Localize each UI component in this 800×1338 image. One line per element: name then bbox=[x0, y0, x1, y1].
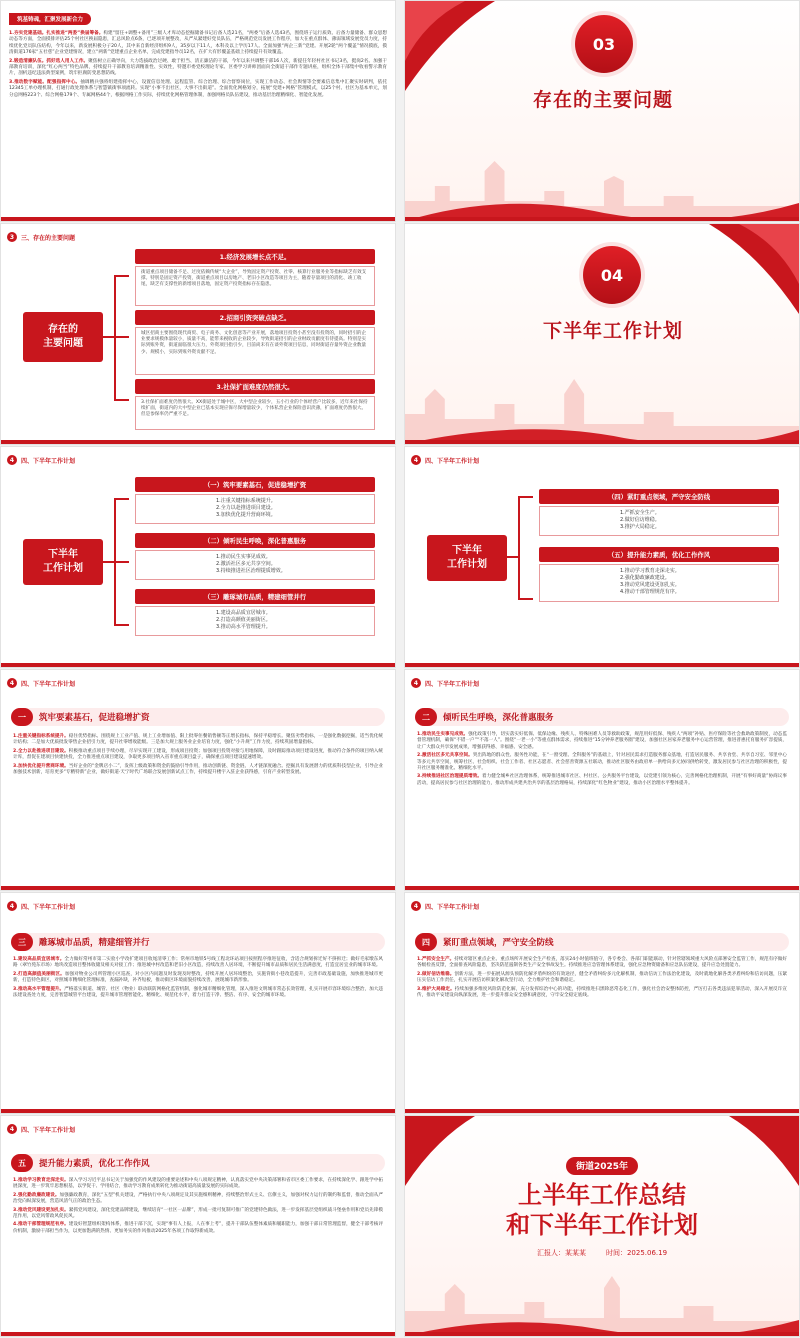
text-body bbox=[417, 957, 787, 1001]
topic-banner bbox=[415, 708, 789, 726]
side-label: 下半年 工作计划 bbox=[427, 535, 507, 581]
section-title: 下半年工作计划 bbox=[543, 320, 684, 342]
plan-group-list bbox=[539, 564, 779, 602]
problem-head: 1.经济发展增长点不足。 bbox=[135, 249, 375, 264]
topic-banner bbox=[11, 708, 385, 726]
plan-group-list bbox=[539, 506, 779, 536]
decor-fan-left bbox=[405, 1, 495, 91]
slide-section-04 bbox=[404, 223, 800, 445]
list-item: 3.加快优化提升营商环境。 bbox=[216, 512, 276, 518]
header-title: 四、下半年工作计划 bbox=[425, 680, 480, 688]
paragraph: 4.推动干部管理规范有序。建设好智慧组织架构体系，推进干部下沉，实现“事有人上报，人在事上考”，提升干部队伍整体素质和履职能力，加强干部日常管理监督，健全干部考核评价机制，激励干部担当作为，以更加饱满的热情、更加务实的作风推动2025年各项工作取得新成效。 bbox=[13, 1222, 383, 1234]
slide-header bbox=[411, 899, 479, 913]
side-label: 存在的 主要问题 bbox=[23, 312, 103, 362]
header-number: 4 bbox=[7, 455, 17, 465]
year-pill: 街道2025年 bbox=[566, 1157, 638, 1175]
topic-banner bbox=[11, 933, 385, 951]
plan-group-head: （一）筑牢要素基石，促进稳增扩资 bbox=[135, 477, 375, 492]
header-title: 四、下半年工作计划 bbox=[425, 903, 480, 911]
header-number: 4 bbox=[411, 678, 421, 688]
list-item: 1.推动学习教育走深走实。 bbox=[620, 568, 680, 574]
topic-title: 提升能力素质，优化工作作风 bbox=[39, 1159, 150, 1169]
cover-title-line2: 和下半年工作计划 bbox=[506, 1211, 698, 1239]
slide-section-03 bbox=[404, 0, 800, 222]
paragraph: 3.推动高水平管理提升。严格落实街道、城管、社区（物业）联动联防网格化监管机制，强化城市精细化管理，深入推进文明城市常态长效管理，扎实开展市容环境综合整治，加大违法建设查处力度，完善智慧城管平台建设，提升城市管理智能化、精细化、规范化水平，着力打造干净、整洁、有序、安全的城市环境。 bbox=[13, 986, 383, 999]
header-title: 四、下半年工作计划 bbox=[21, 903, 76, 911]
topic-number: 四 bbox=[415, 933, 437, 951]
plan-group-list bbox=[135, 550, 375, 580]
topic-number: 三 bbox=[11, 933, 33, 951]
bottom-bar bbox=[1, 663, 395, 667]
bottom-bar bbox=[405, 1332, 799, 1336]
paragraph: 3.推动党风建设更加扎实。紧抓党风建设，深化党建品牌建设，继续培育“一社区一品牌”，形成一批可复制可推广的党建特色做法，进一步发挥基层党组织战斗堡垒作用和党员先锋模范作用，以党风带政风促民风。 bbox=[13, 1207, 383, 1220]
section-number-badge: 04 bbox=[583, 246, 641, 304]
slide-party-building-text bbox=[0, 0, 396, 222]
paragraph: 1.严抓安全生产。持续对辖区重点企业、重点场所开展安全生产检查，落实24小时值班值守，各专委会、各部门职能联动，针对管辖领域重大风险点部署安全监管工作，规范有序做好各级检查反馈，全面排查风险隐患，坚决防范遏制各类生产安全事故发生。持续推进应急管理体系建设，强化应急物资储备和应急队伍建设，提升应急处置能力。 bbox=[417, 957, 787, 969]
plan-group-head: （三）雕琢城市品质，精建细管并行 bbox=[135, 589, 375, 604]
plan-group-list bbox=[135, 494, 375, 524]
slide-closing-cover bbox=[404, 1115, 800, 1337]
city-skyline-decor bbox=[405, 1266, 799, 1336]
bottom-bar bbox=[405, 440, 799, 444]
decor-fan-left bbox=[405, 1116, 475, 1186]
text-body bbox=[13, 734, 383, 778]
topic-banner bbox=[415, 933, 789, 951]
header-number: 3 bbox=[7, 232, 17, 242]
slide-plan-detail-4 bbox=[404, 892, 800, 1114]
header-title: 四、下半年工作计划 bbox=[21, 680, 76, 688]
header-number: 4 bbox=[7, 901, 17, 911]
decor-fan-right bbox=[709, 224, 799, 314]
section-number-badge: 03 bbox=[575, 15, 633, 73]
paragraph: 2.锻造清廉队伍。抓好选人用人工作。聚焦树立正确导向，大力选拔政治过硬、敢于担当、清正廉洁的干部，今年以来共调整干部16人次，新提任年轻村社区书记3名，挺岗2名。加强干部教育培训，深化“红心两当”特色品牌，持续提升干部教育培训精准性、实效性，特邀市委党校理论专家、区委学习讲师团面向全街道干部作专题讲座，组织全体干部集中收看警示教育片，剖析违纪违法典型案例，筑牢拒腐防变思想防线。 bbox=[9, 58, 387, 77]
paragraph: 3.持续推进社区治理提质增效。着力健全城乡社区治理体系，统筹推进城市社区、村社区、公共服务平台建设，以党建引领为核心，完善网格化治理机制，开展“有事好商量”协商议事活动，提高居民参与社区治理的能力，推动形成共建共治共享的基层治理格局，持续深化“红色物业”建设，推动小区治理水平整体提升。 bbox=[417, 774, 787, 786]
slide-header bbox=[411, 676, 479, 690]
slide-plan-overview-1 bbox=[0, 446, 396, 668]
header-title: 四、下半年工作计划 bbox=[21, 1126, 76, 1134]
header-title: 三、存在的主要问题 bbox=[21, 234, 76, 242]
problem-head: 2.招商引资突破点缺乏。 bbox=[135, 310, 375, 325]
header-title: 四、下半年工作计划 bbox=[425, 457, 480, 465]
slide-plan-detail-5 bbox=[0, 1115, 396, 1337]
connector-arrows bbox=[505, 487, 535, 637]
paragraph: 2.做好信访维稳。创新方法，进一步拓展从源头预防化解矛盾纠纷的有效途径，健全矛盾纠纷多元化解机制，推动信访工作法治化建设，及时就地化解各类矛盾纠纷和信访问题，压紧压实信访工作责任，扎实开展信访积案化解攻坚行动，全力维护社会和谐稳定。 bbox=[417, 971, 787, 984]
meta-row bbox=[405, 1248, 799, 1258]
paragraph: 2.打造高颜值美丽街区。加强对物业公司所管理小区巡查，对小区内问题及时发现及时整改，持续开展人居环境整治，实施背街小巷改造提升，完善市政基础设施，加快推进城市更新，打造特色街区，对照城市精细化管理标准，查漏补缺，补齐短板，推动街区环境面貌持续改善，展现城市新形象。 bbox=[13, 971, 383, 984]
section-title: 存在的主要问题 bbox=[533, 89, 674, 111]
text-body bbox=[13, 957, 383, 1001]
decor-fan-right bbox=[729, 1116, 799, 1186]
bottom-bar bbox=[405, 217, 799, 221]
city-skyline-decor bbox=[405, 374, 799, 444]
reporter-label: 汇报人：某某某 bbox=[536, 1249, 586, 1257]
paragraph: 2.强化勤政廉政建设。加强廉政教育，深化“五型”机关建设，严格执行中央八项规定及其实施细则精神，持续整治形式主义、官僚主义，加强对权力运行的制约和监督，推动全面从严治党向纵深发展，营造风清气正的政治生态。 bbox=[13, 1192, 383, 1205]
list-item: 1.建设高品质宜居城市。 bbox=[216, 610, 271, 616]
bottom-bar bbox=[1, 886, 395, 890]
date-label: 时间：2025.06.19 bbox=[605, 1249, 668, 1257]
paragraph: 1.夯实党建基础。扎实推进“两委”换届筹备。构建“留任+调整+备用”三级人才库动态挖掘储备书记后备人选21名，“两委”后备人选43名，围绕班子运行质效、后备力量储备、群众思想动态等方面，全面摸排评估25个村社区换届隐患，汇总风险点6条，已逐项开展整改，从严从紧建好党员队伍，严格规范党员发展工作程序，加大在重点群体、薄弱领域发展党员力度，持续优化党员队伍结构，今年以来，新发展积极分子20人，其中来自新经济组织9人，35岁以下11人，本科及以上学历17人。全面加强“两企三新”党建。开展2轮“两个覆盖”情况摸底，摸清街道176家“五社慈”企业党建情况，建立“两新”党建重点企业名单，完成党建指导员12名，在扩大有形覆盖基础上持续提升有效覆盖。 bbox=[9, 31, 387, 56]
plan-group-head: （四）紧盯重点领域，严守安全防线 bbox=[539, 489, 779, 504]
plan-group-head: （二）倾听民生呼唤，深化普惠服务 bbox=[135, 533, 375, 548]
list-item: 2.强化勤政廉政建设。 bbox=[620, 575, 670, 581]
paragraph: 2.激活社区多元共享空间。突出阵地的群众性、服务性功能，在“一窗受理、全科服务”的基础上，针对居民需求打造服务群众基地，打造居民服务、共享食堂、共享自习室、邻里中心等多元共享空间，统筹社区、社会组织、社会工作者、社区志愿者、社会慈善资源五社联动，推动社区服务由政府单一供给向多元协同供给转变，激发居民参与社区治理的积极性，提升社区服务精准化、精细化水平。 bbox=[417, 753, 787, 772]
slide-header bbox=[7, 1122, 75, 1136]
text-body bbox=[13, 1178, 383, 1237]
topic-title: 倾听民生呼唤，深化普惠服务 bbox=[443, 713, 554, 723]
topic-title: 筑牢要素基石，促进稳增扩资 bbox=[39, 713, 150, 723]
bottom-bar bbox=[1, 1332, 395, 1336]
bottom-bar bbox=[1, 217, 395, 221]
pill-wrap bbox=[405, 1154, 799, 1175]
problem-head: 3.社保扩面难度仍然很大。 bbox=[135, 379, 375, 394]
connector-arrows bbox=[101, 487, 131, 637]
slide-plan-detail-1 bbox=[0, 669, 396, 891]
list-item: 3.推动高水平管理提升。 bbox=[216, 624, 271, 630]
slide-header bbox=[7, 230, 75, 244]
section-tagline: 筑基铸魂，汇聚发展新合力 bbox=[9, 13, 91, 25]
list-item: 2.打造高颜值美丽街区。 bbox=[216, 617, 271, 623]
paragraph: 1.推动学习教育走深走实。深入学习习近平总书记关于加强党的作风建设的重要论述和中央八项规定精神，认真落实党中央决策部署和省市区委工作要求，在持续深化学、跟进学中拓展深度，进一步筑牢思想根基，以学促干、学用结合，推动学习教育成果转化为推动街道高质量发展的实际成效。 bbox=[13, 1178, 383, 1190]
header-number: 4 bbox=[411, 455, 421, 465]
list-item: 2.做好信访维稳。 bbox=[620, 517, 660, 523]
paragraph: 1.建设高品质宜居城市。全力做好常州市第二实验小学改扩建项目收尾清零工作；常州市地铁5号线工程北环站项目按照程序推进征收，含适合规划拆迁好不挤拆迁；做好毛家墩东风路（翠竹苑东市场）地块改造项目整体收储及相关对接工作；推进城中村改造和老旧小区改造，持续改善人居环境，不断提升城市品质和居民生活满意度，打造宜居宜业的城市环境。 bbox=[13, 957, 383, 969]
slide-header bbox=[7, 899, 75, 913]
plan-group-head: （五）提升能力素质，优化工作作风 bbox=[539, 547, 779, 562]
problem-body: 街道重点项目储备不足、过度依赖传统“大企业”，导致固定资产投资、社零、核算行业服务业等指标缺乏有效支撑。特别是固定资产投资，街道重点项目以房地产、老旧小区改造等项目为主，随着存量项目的消化、竣工收尾，缺乏有支撑性的新增项目落地，固定资产投资指标存在隐患。 bbox=[135, 266, 375, 306]
side-label: 下半年 工作计划 bbox=[23, 539, 103, 585]
slide-main-problems bbox=[0, 223, 396, 445]
problem-body: 城区招商主要围绕现代商贸、电子商务、文化创意等产业开展，落地项目投资小甚至没有投资的，同时招引的企业要求规模体量较小，质量不高，能带来税收的企业较少，导致街道招引的企业财政贡献度有待提高。特别是实际到账外资，街道面临很大压力，外资项目指引少，目前尚未有在谈外资项目信息，同时街道存量外资企业数量少、规模小，实际到账外资贡献不足。 bbox=[135, 327, 375, 375]
list-item: 1.严抓安全生产。 bbox=[620, 510, 660, 516]
header-number: 4 bbox=[7, 678, 17, 688]
topic-title: 紧盯重点领域，严守安全防线 bbox=[443, 938, 554, 948]
list-item: 1.注重关键指标系统提升。 bbox=[216, 498, 276, 504]
topic-title: 雕琢城市品质，精建细管并行 bbox=[39, 938, 150, 948]
list-item: 1.推动民生实事见成效。 bbox=[216, 554, 271, 560]
paragraph: 1.注重关键指标系统提升。稳住优势指标。围绕规上工业产值、规上工业增加值、限上批零住餐销售额等正增长指标，保持平稳增长。聚焦劣势指标，一是强化数据挖掘，适当优化统计结构；二是加大优质批发零售企业招引力度，提升社零增收能级。三是加大规上服务业企业培育力度，强化“小升规”工作力度，持续巩固增量指标。 bbox=[13, 734, 383, 746]
text-body bbox=[417, 732, 787, 789]
list-item: 3.推护大局稳定。 bbox=[620, 524, 660, 530]
list-item: 4.推动干部管理规范有序。 bbox=[620, 589, 680, 595]
slide-header bbox=[7, 676, 75, 690]
bottom-bar bbox=[1, 1109, 395, 1113]
bottom-bar bbox=[405, 886, 799, 890]
text-body bbox=[9, 31, 387, 101]
header-number: 4 bbox=[411, 901, 421, 911]
paragraph: 3.推动数字赋能。配强指挥中心。抽调精兵强将组建指挥中心，设置信息处理、远程监管、综合治理、综合督察岗位，实现工作动态、社会舆情等全要素信息集中汇聚实时研判，依托12345工单办理机制，打通行政处理体系与智慧镇街事项流转。实现“小事不出社区，大事不出街道”。全面优化网格划分，拓展“党建+网格”管理模式，以25个村、社区为基本单元，划分总网格223个、综合网格179个、专属网格44个，根据网格工作实际，持续优化网格管理体制，加强网格员队伍建设，推动基层治理精细化、智能化发展。 bbox=[9, 79, 387, 98]
paragraph: 1.推动民生实事见成效。强化政策引导，切实落实好低保、低保边缘、残疾人、特殊困难人员等救助政策，规范用好低保、残疾人“两项”补贴、医疗保险等社会救助政策制度，动态监督管理机制，确保“不错一户”“不落一人”。围绕“一老一小”等重点群体需求，持续推进“15分钟养老服务圈”建设，加强社区居家养老服务中心运营管理，推进普惠托育服务扩容提质，让广大群众共享发展成果，增强获得感、幸福感、安全感。 bbox=[417, 732, 787, 750]
paragraph: 3.加快优化提升营商环境。当好企业的“金牌店小二”，发挥上级政策和资金的鼓励引导作用，推动创新链、资金链、人才链深度融合。挖掘具有发展潜力的优质科技型企业，引导企业加强技术创新，培育更多“专精特新”企业，做好街道·天宁时代广场联合发展创新试点工作，持续提升楼宇入驻企业获得感，引育产业转型发展。 bbox=[13, 763, 383, 776]
slide-header bbox=[411, 453, 479, 467]
list-item: 2.激活社区多元共享空间。 bbox=[216, 561, 276, 567]
slide-plan-detail-2 bbox=[404, 669, 800, 891]
paragraph: 3.维护大局稳定。持续加强多维度风险防范化解，充分发挥综治中心的功能，持续推进扫黑除恶常态化工作，强化社会治安整体防控，严厉打击各类违法犯罪活动，深入开展反诈宣传，推动平安建设向纵深发展，进一步提升群众安全感和满意度，守牢安全稳定底线。 bbox=[417, 986, 787, 999]
bottom-bar bbox=[405, 1109, 799, 1113]
topic-number: 二 bbox=[415, 708, 437, 726]
topic-banner bbox=[11, 1154, 385, 1172]
slide-header bbox=[7, 453, 75, 467]
header-title: 四、下半年工作计划 bbox=[21, 457, 76, 465]
paragraph: 2.全力以赴推进项目建设。积极推动重点项目手续办理，尽早实现开工建设，形成项目投资；加强项目投资对接与用地保障，及时跟踪推动项目建设进度，推动符合条件的项目纳入统计库，督促在建项目快建快投，全力推进重点项目建设，争取更多项目纳入省市重点项目盘子，确保重点项目建设提速增效。 bbox=[13, 748, 383, 761]
bottom-bar bbox=[405, 663, 799, 667]
topic-number: 一 bbox=[11, 708, 33, 726]
topic-number: 五 bbox=[11, 1154, 33, 1172]
list-item: 2.全力以赴推进项目建设。 bbox=[216, 505, 276, 511]
bottom-bar bbox=[1, 440, 395, 444]
city-skyline-decor bbox=[405, 151, 799, 221]
header-number: 4 bbox=[7, 1124, 17, 1134]
problem-body: 3.社保扩面难度仍然很大。XX街道处于城中区，大中型企业较少，五小行业的个体经营户比较多，近年来社保持续扩面，街道内的大中型企业已基本实现应保尽保增量较少，个体私营企业保险意识淡薄，扩面难度仍然很大。但是参保率仍严重不足。 bbox=[135, 396, 375, 430]
cover-title-line1: 上半年工作总结 bbox=[518, 1181, 686, 1209]
connector-arrows bbox=[101, 264, 131, 414]
slide-plan-detail-3 bbox=[0, 892, 396, 1114]
list-item: 3.持续推进社区治理提质增效。 bbox=[216, 568, 286, 574]
list-item: 3.推动党风建设更加扎实。 bbox=[620, 582, 680, 588]
plan-group-list bbox=[135, 606, 375, 636]
slide-plan-overview-2 bbox=[404, 446, 800, 668]
